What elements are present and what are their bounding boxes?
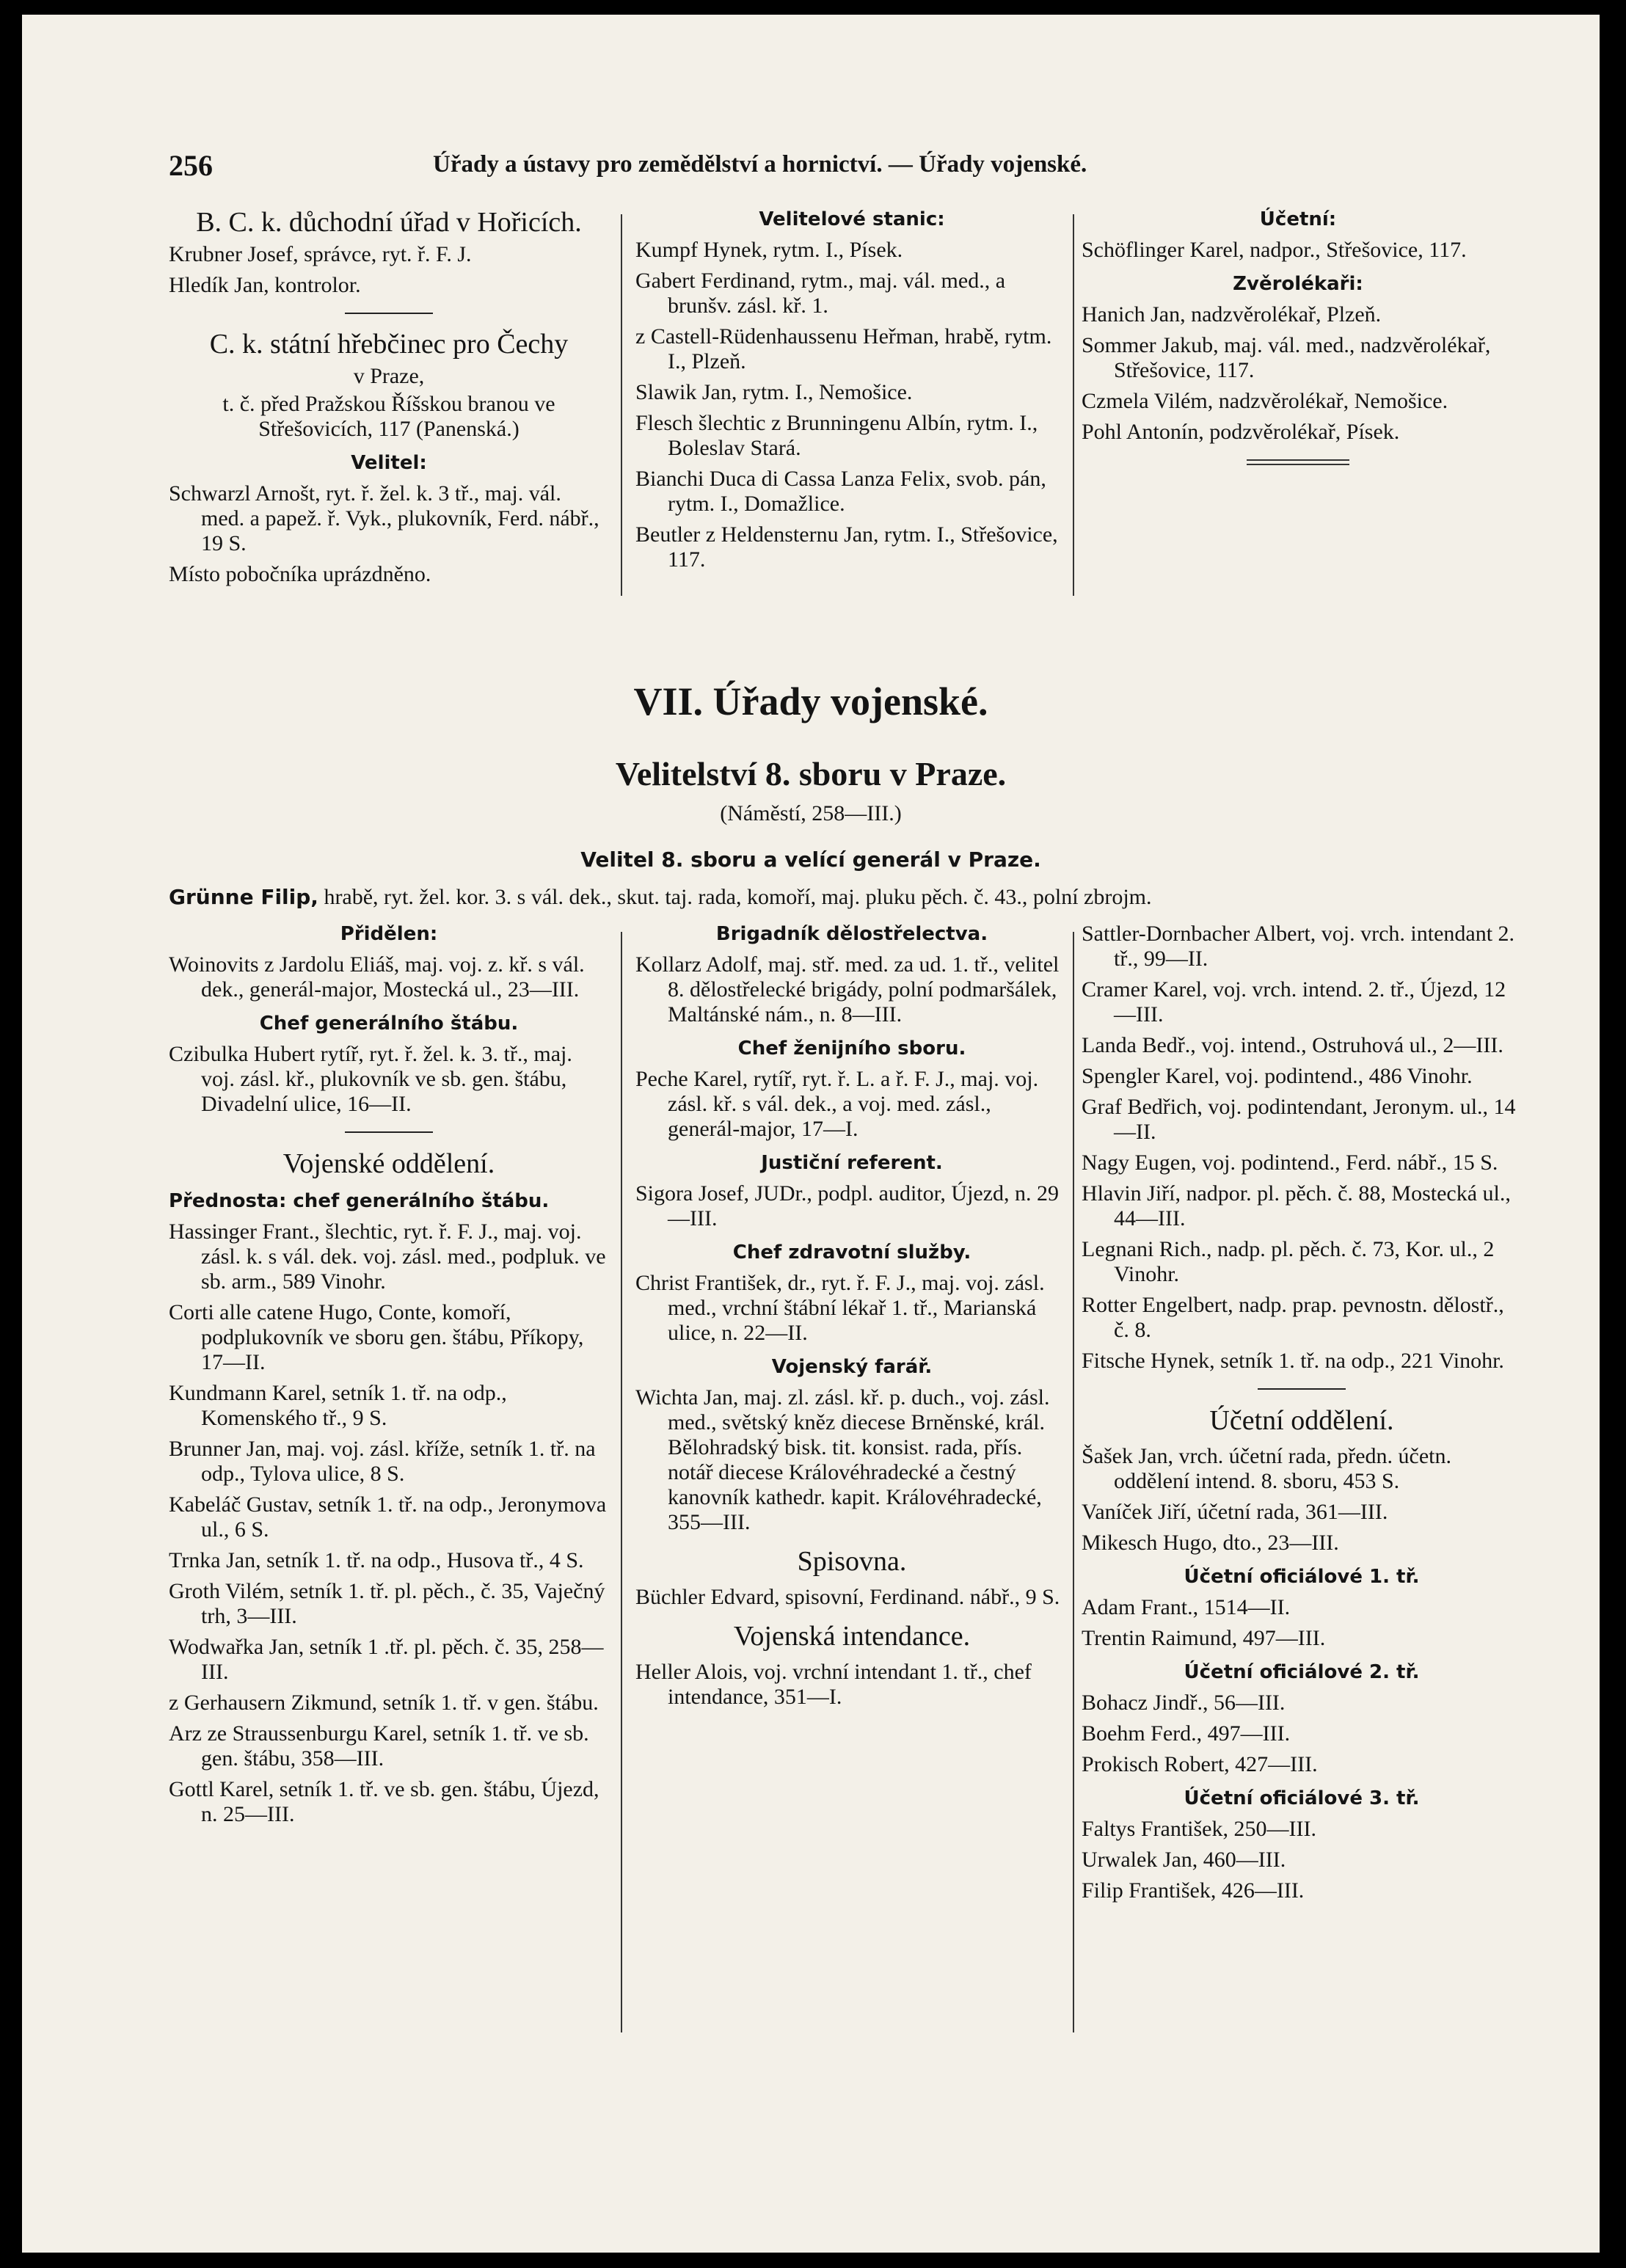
- accounting-title: Účetní oddělení.: [1209, 1405, 1394, 1436]
- column-divider: [621, 932, 622, 2032]
- section-divider: [345, 1131, 433, 1133]
- veterinarians-heading: Zvěrolékaři:: [1233, 273, 1363, 295]
- list-item: Hassinger Frant., šlechtic, ryt. ř. F. J., maj. voj. zásl. k. s vál. dek. voj. zásl. med., podpluk. ve sb. arm., 589 Vinohr.: [169, 1219, 606, 1294]
- station-commanders-heading: Velitelové stanic:: [759, 208, 945, 230]
- list-item: Fitsche Hynek, setník 1. tř. na odp., 221 Vinohr.: [1082, 1349, 1504, 1373]
- accounting-list: [1082, 1444, 1522, 1556]
- registry-list: [635, 1585, 1068, 1610]
- office-address: t. č. před Pražskou Říšskou branou ve Střešovicích, 117 (Panenská.): [222, 392, 555, 441]
- military-dept-title: Vojenské oddělení.: [282, 1148, 495, 1179]
- list-item: Adam Frant., 1514—II.: [1082, 1595, 1291, 1619]
- list-item: Trentin Raimund, 497—III.: [1082, 1626, 1326, 1650]
- top-column-1: [169, 207, 609, 593]
- list-item: Landa Bedř., voj. intend., Ostruhová ul., 2—III.: [1082, 1033, 1503, 1057]
- list-item: Hlavin Jiří, nadpor. pl. pěch. č. 88, Mostecká ul., 44—III.: [1082, 1181, 1511, 1230]
- justice-list: [635, 1181, 1068, 1231]
- section-end-divider: [1247, 459, 1349, 465]
- list-item: Schöflinger Karel, nadpor., Střešovice, 117.: [1082, 238, 1467, 262]
- column-divider: [1073, 214, 1074, 596]
- list-item: Woinovits z Jardolu Eliáš, maj. voj. z. kř. s vál. dek., generál-major, Mostecká ul., 23—III.: [169, 952, 585, 1002]
- list-item: Gottl Karel, setník 1. tř. ve sb. gen. štábu, Újezd, n. 25—III.: [169, 1777, 599, 1826]
- list-item: Corti alle catene Hugo, Conte, komoří, podplukovník ve sboru gen. štábu, Příkopy, 17—II.: [169, 1300, 584, 1374]
- bottom-column-2: [635, 922, 1068, 1715]
- list-item: Kabeláč Gustav, setník 1. tř. na odp., Jeronymova ul., 6 S.: [169, 1492, 607, 1542]
- assigned-list: [169, 952, 609, 1002]
- list-item: Heller Alois, voj. vrchní intendant 1. tř., chef intendance, 351—I.: [635, 1660, 1032, 1709]
- list-item: Schwarzl Arnošt, ryt. ř. žel. k. 3 tř., maj. vál. med. a papež. ř. Vyk., plukovník, Ferd. nábř., 19 S.: [169, 481, 599, 555]
- list-item: Flesch šlechtic z Brunningenu Albín, rytm. I., Boleslav Stará.: [635, 411, 1038, 460]
- intendance-list: [635, 1660, 1068, 1710]
- list-item: Büchler Edvard, spisovní, Ferdinand. nábř., 9 S.: [635, 1585, 1060, 1609]
- command-address: (Náměstí, 258—III.): [720, 801, 902, 825]
- list-item: Krubner Josef, správce, ryt. ř. F. J.: [169, 242, 472, 266]
- list-item: Prokisch Robert, 427—III.: [1082, 1752, 1318, 1776]
- document-page: [22, 15, 1600, 2253]
- list-item: Wichta Jan, maj. zl. zásl. kř. p. duch., voj. zásl. med., světský kněz diecese Brněnské, král. Bělohradský bisk. tit. konsist. rada, přís. notář diecese Královéhradecké a čestný kanovník kathedr. kapit. Královéhradecké, 355—III.: [635, 1385, 1050, 1534]
- artillery-heading: Brigadník dělostřelectva.: [715, 923, 988, 945]
- list-item: Beutler z Heldensternu Jan, rytm. I., Střešovice, 117.: [635, 522, 1058, 572]
- list-item: Graf Bedřich, voj. podintendant, Jeronym. ul., 14—II.: [1082, 1095, 1516, 1144]
- officials-1-list: [1082, 1595, 1522, 1651]
- office-title-hřebčinec: C. k. státní hřebčinec pro Čechy: [209, 329, 569, 360]
- officials-1-heading: Účetní oficiálové 1. tř.: [1184, 1566, 1420, 1588]
- top-column-3: [1082, 207, 1514, 480]
- intendance-title: Vojenská intendance.: [733, 1621, 971, 1652]
- veterinarians-list: [1082, 302, 1514, 445]
- top-column-2: [635, 207, 1068, 578]
- officials-2-heading: Účetní oficiálové 2. tř.: [1184, 1661, 1420, 1683]
- station-commanders-list: [635, 238, 1068, 572]
- list-item: z Gerhausern Zikmund, setník 1. tř. v gen. štábu.: [169, 1691, 599, 1715]
- engineer-heading: Chef ženijního sboru.: [737, 1038, 966, 1060]
- list-item: Peche Karel, rytíř, ryt. ř. L. a ř. F. J., maj. voj. zásl. kř. s vál. dek., a voj. med. zásl., generál-major, 17—I.: [635, 1067, 1039, 1141]
- list-item: Christ František, dr., ryt. ř. F. J., maj. voj. zásl. med., vrchní štábní lékař 1. tř., Marianská ulice, n. 22—II.: [635, 1271, 1045, 1345]
- corps-commander-line: [169, 885, 1519, 910]
- list-item: Kollarz Adolf, maj. stř. med. za ud. 1. tř., velitel 8. dělostřelecké brigády, polní podmaršálek, Maltánské nám., n. 8—III.: [635, 952, 1060, 1027]
- list-item: Gabert Ferdinand, rytm., maj. vál. med., a brunšv. zásl. kř. 1.: [635, 269, 1006, 318]
- bottom-column-1: [169, 922, 609, 1833]
- list-item: Slawik Jan, rytm. I., Nemošice.: [635, 380, 913, 404]
- chief-staff-list: [169, 1042, 609, 1117]
- office-city: v Praze,: [353, 364, 425, 388]
- artillery-list: [635, 952, 1068, 1027]
- assigned-heading: Přidělen:: [340, 923, 438, 945]
- list-item: Bianchi Duca di Cassa Lanza Felix, svob. pán, rytm. I., Domažlice.: [635, 467, 1046, 516]
- list-item: Groth Vilém, setník 1. tř. pl. pěch., č. 35, Vaječný trh, 3—III.: [169, 1579, 605, 1628]
- list-item: Czibulka Hubert rytíř, ryt. ř. žel. k. 3. tř., maj. voj. zásl. kř., plukovník ve sb. gen. štábu, Divadelní ulice, 16—II.: [169, 1042, 572, 1116]
- officials-3-heading: Účetní oficiálové 3. tř.: [1184, 1787, 1420, 1809]
- list-item: z Castell-Rüdenhaussenu Heřman, hrabě, rytm. I., Plzeň.: [635, 324, 1052, 373]
- list-item: Sattler-Dornbacher Albert, voj. vrch. intendant 2. tř., 99—II.: [1082, 922, 1515, 971]
- list-item: Místo pobočníka uprázdněno.: [169, 562, 431, 586]
- office-hořice-staff: [169, 242, 609, 298]
- officials-3-list: [1082, 1817, 1522, 1903]
- list-item: Legnani Rich., nadp. pl. pěch. č. 73, Kor. ul., 2 Vinohr.: [1082, 1237, 1495, 1286]
- column-divider: [1073, 932, 1074, 2032]
- chaplain-list: [635, 1385, 1068, 1535]
- command-title: Velitelství 8. sboru v Praze.: [615, 755, 1007, 792]
- column-divider: [621, 214, 622, 596]
- chief-staff-heading: Chef generálního štábu.: [259, 1013, 519, 1035]
- list-item: Sigora Josef, JUDr., podpl. auditor, Újezd, n. 29—III.: [635, 1181, 1060, 1230]
- list-item: Vaníček Jiří, účetní rada, 361—III.: [1082, 1500, 1388, 1524]
- section-divider: [345, 313, 433, 314]
- officials-2-list: [1082, 1691, 1522, 1777]
- list-item: Šašek Jan, vrch. účetní rada, předn. účetn. oddělení intend. 8. sboru, 453 S.: [1082, 1444, 1451, 1493]
- accountant-heading: Účetní:: [1259, 208, 1337, 230]
- dept-head-heading: Přednosta: chef generálního štábu.: [169, 1190, 550, 1212]
- registry-title: Spisovna.: [797, 1546, 907, 1577]
- running-title: Úřady a ústavy pro zemědělství a hornictví. — Úřady vojenské.: [433, 151, 1087, 178]
- list-item: Kundmann Karel, setník 1. tř. na odp., Komenského tř., 9 S.: [169, 1381, 507, 1430]
- list-item: Arz ze Straussenburgu Karel, setník 1. tř. ve sb. gen. štábu, 358—III.: [169, 1721, 589, 1771]
- list-item: Czmela Vilém, nadzvěrolékař, Nemošice.: [1082, 389, 1448, 413]
- section-title: VII. Úřady vojenské.: [633, 679, 988, 723]
- commander-staff: [169, 481, 609, 587]
- list-item: Mikesch Hugo, dto., 23—III.: [1082, 1531, 1339, 1555]
- bottom-column-3: [1082, 922, 1522, 1909]
- list-item: Kumpf Hynek, rytm. I., Písek.: [635, 238, 903, 262]
- list-item: Urwalek Jan, 460—III.: [1082, 1848, 1286, 1872]
- accountant-list: [1082, 238, 1514, 263]
- list-item: Hanich Jan, nadzvěrolékař, Plzeň.: [1082, 302, 1382, 327]
- section-divider: [1258, 1388, 1346, 1390]
- engineer-list: [635, 1067, 1068, 1142]
- corps-commander-details: hrabě, ryt. žel. kor. 3. s vál. dek., skut. taj. rada, komoří, maj. pluku pěch. č. 43., polní zbrojm.: [324, 885, 1152, 909]
- list-item: Rotter Engelbert, nadp. prap. pevnostn. dělostř., č. 8.: [1082, 1293, 1504, 1342]
- list-item: Hledík Jan, kontrolor.: [169, 273, 361, 297]
- health-list: [635, 1271, 1068, 1346]
- list-item: Brunner Jan, maj. voj. zásl. kříže, setník 1. tř. na odp., Tylova ulice, 8 S.: [169, 1437, 596, 1486]
- list-item: Boehm Ferd., 497—III.: [1082, 1721, 1291, 1746]
- list-item: Trnka Jan, setník 1. tř. na odp., Husova tř., 4 S.: [169, 1548, 584, 1572]
- page-number: 256: [169, 149, 213, 182]
- military-dept-list: [169, 1219, 609, 1827]
- office-title-hořice: B. C. k. důchodní úřad v Hořicích.: [196, 207, 582, 238]
- list-item: Cramer Karel, voj. vrch. intend. 2. tř., Újezd, 12—III.: [1082, 977, 1506, 1027]
- chaplain-heading: Vojenský farář.: [771, 1356, 933, 1378]
- corps-commander-name: Grünne Filip,: [169, 885, 318, 909]
- justice-heading: Justiční referent.: [761, 1152, 943, 1174]
- list-item: Nagy Eugen, voj. podintend., Ferd. nábř., 15 S.: [1082, 1151, 1498, 1175]
- health-heading: Chef zdravotní služby.: [732, 1241, 971, 1264]
- list-item: Wodwařka Jan, setník 1 .tř. pl. pěch. č. 35, 258—III.: [169, 1635, 604, 1684]
- list-item: Spengler Karel, voj. podintend., 486 Vinohr.: [1082, 1064, 1473, 1088]
- page-header: [169, 148, 1240, 185]
- list-item: Pohl Antonín, podzvěrolékař, Písek.: [1082, 420, 1400, 444]
- list-item: Bohacz Jindř., 56—III.: [1082, 1691, 1286, 1715]
- corps-commander-heading: Velitel 8. sboru a velící generál v Praze.: [580, 847, 1041, 872]
- list-item: Faltys František, 250—III.: [1082, 1817, 1316, 1841]
- intendance-staff-list: [1082, 922, 1522, 1374]
- list-item: Sommer Jakub, maj. vál. med., nadzvěrolékař, Střešovice, 117.: [1082, 333, 1491, 382]
- list-item: Filip František, 426—III.: [1082, 1878, 1305, 1903]
- commander-heading-small: Velitel:: [351, 452, 427, 474]
